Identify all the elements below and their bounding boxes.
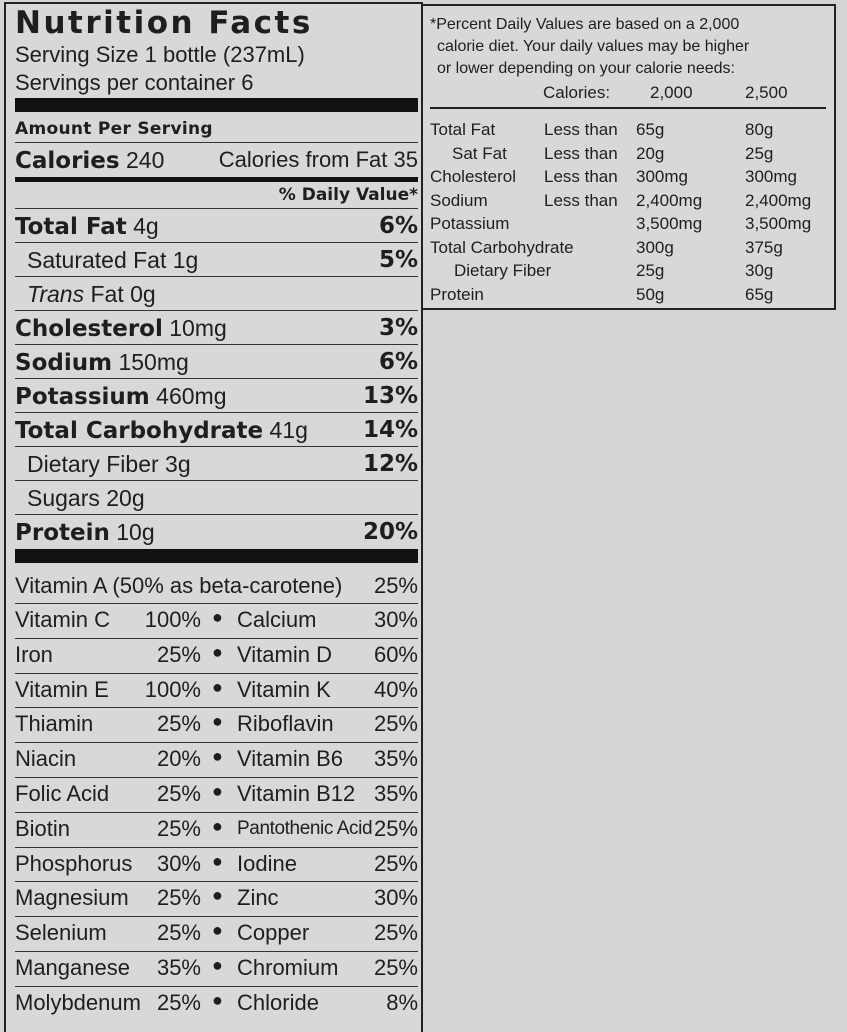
daily-values-table — [430, 120, 830, 308]
vitamin-daily-value: 25% — [373, 815, 418, 841]
footnote-row — [430, 238, 830, 262]
nutrient-row — [15, 379, 418, 413]
vitamin-daily-value: 35% — [373, 746, 418, 772]
nutrient-row — [15, 209, 418, 243]
thick-divider — [15, 98, 418, 112]
vitamin-name: Chromium — [237, 955, 339, 980]
calories-from-fat: Calories from Fat 35 — [218, 147, 418, 172]
bullet: ● — [212, 746, 223, 767]
vitamin-daily-value: 25% — [156, 989, 201, 1015]
vitamin-name: Calcium — [237, 607, 317, 632]
nutrient-daily-value: 20% — [362, 519, 418, 545]
vitamin-daily-value: 25% — [156, 885, 201, 911]
nutrient-name: Potassium — [15, 383, 150, 410]
footnote-value-2500: 80g — [745, 120, 774, 139]
footnote-value-2000: 2,400mg — [636, 190, 703, 210]
nutrient-row — [15, 447, 418, 481]
nutrient-daily-value: 12% — [362, 451, 418, 477]
footnote-value-2500: 375g — [745, 237, 783, 257]
vitamin-row — [15, 952, 418, 986]
vitamin-name: Copper — [237, 920, 310, 946]
nutrient-amount: 460mg — [156, 382, 227, 409]
vitamin-name: Thiamin — [15, 711, 94, 737]
vitamin-name: Folic Acid — [15, 781, 110, 806]
footnote-value-2000: 300mg — [636, 167, 688, 186]
vitamin-daily-value: 8% — [386, 989, 418, 1015]
vitamin-name: Molybdenum — [15, 989, 141, 1015]
vitamin-name: Zinc — [237, 885, 279, 911]
nutrition-facts-title: Nutrition Facts — [15, 5, 313, 41]
nutrient-row — [15, 345, 418, 379]
nutrient-row — [15, 413, 418, 447]
vitamin-name: Pantothenic Acid — [237, 817, 373, 839]
nutrient-name: Sodium — [15, 349, 113, 376]
serving-size: Serving Size 1 bottle (237mL) — [15, 42, 305, 67]
nutrient-daily-value: 6% — [378, 349, 418, 375]
daily-values-footnote — [421, 4, 836, 310]
footnote-nutrient: Total Carbohydrate — [430, 237, 574, 257]
vitamin-daily-value: 35% — [373, 781, 418, 806]
footnote-calories-label: Calories: — [543, 83, 611, 102]
nutrient-daily-value: 13% — [362, 383, 418, 409]
footnote-nutrient: Potassium — [430, 214, 510, 233]
footnote-value-2000: 25g — [636, 261, 665, 280]
vitamin-name: Manganese — [15, 955, 130, 980]
nutrient-amount: 20g — [106, 484, 145, 511]
vitamin-name: Selenium — [15, 920, 107, 946]
footnote-value-2000: 300g — [636, 237, 674, 257]
footnote-value-2500: 25g — [745, 143, 774, 163]
nutrient-amount: Fat 0g — [90, 280, 156, 307]
vitamin-a-dv: 25% — [373, 573, 418, 598]
footnote-nutrient: Sat Fat — [452, 143, 507, 163]
vitamin-daily-value: 25% — [156, 711, 201, 737]
vitamin-name: Magnesium — [15, 885, 129, 911]
nutrient-row — [15, 311, 418, 345]
nutrient-amount: 150mg — [118, 348, 189, 375]
bullet: ● — [212, 711, 223, 732]
bullet: ● — [212, 850, 223, 871]
vitamin-name: Riboflavin — [237, 711, 334, 737]
vitamin-daily-value: 25% — [373, 955, 418, 980]
footnote-line: or lower depending on your calorie needs: — [437, 60, 735, 77]
footnote-qualifier: Less than — [544, 143, 618, 163]
footnote-col-2500: 2,500 — [745, 83, 788, 102]
footnote-value-2000: 3,500mg — [636, 214, 703, 233]
nutrient-name: Total Fat — [15, 213, 127, 240]
vitamin-name: Biotin — [15, 815, 71, 841]
footnote-nutrient: Protein — [430, 284, 484, 304]
daily-value-header-row — [15, 182, 418, 208]
servings-per-container: Servings per container 6 — [15, 70, 254, 95]
vitamin-row — [15, 778, 418, 812]
nutrient-daily-value: 6% — [378, 213, 418, 239]
vitamin-row — [15, 917, 418, 951]
vitamin-daily-value: 25% — [156, 815, 201, 841]
vitamin-row — [15, 604, 418, 638]
footnote-value-2000: 50g — [636, 284, 665, 304]
vitamin-name: Vitamin C — [15, 607, 110, 632]
nutrient-amount: 41g — [269, 416, 308, 443]
vitamin-daily-value: 30% — [373, 885, 418, 911]
nutrient-name: Trans — [27, 280, 85, 307]
footnote-col-2000: 2,000 — [650, 83, 693, 102]
nutrient-name: Dietary Fiber — [27, 450, 159, 477]
vitamin-daily-value: 25% — [156, 781, 201, 806]
nutrient-amount: 10g — [116, 518, 155, 545]
footnote-nutrient: Sodium — [430, 190, 488, 210]
nutrient-row — [15, 515, 418, 549]
vitamin-a-label: Vitamin A (50% as beta-carotene) — [15, 573, 343, 598]
vitamin-daily-value: 30% — [373, 607, 418, 632]
footnote-row — [430, 144, 830, 168]
vitamin-name: Vitamin B12 — [237, 781, 356, 806]
vitamin-row — [15, 848, 418, 882]
footnote-row — [430, 167, 830, 191]
calories-row — [15, 143, 418, 177]
bullet: ● — [212, 676, 223, 697]
bullet: ● — [212, 815, 223, 836]
footnote-value-2500: 65g — [745, 284, 774, 304]
thick-divider — [15, 549, 418, 563]
nutrient-row — [15, 277, 418, 311]
footnote-line: calorie diet. Your daily values may be higher — [437, 38, 750, 55]
vitamin-daily-value: 100% — [144, 607, 201, 632]
nutrient-amount: 1g — [172, 246, 199, 273]
vitamin-row — [15, 987, 418, 1021]
bullet: ● — [212, 607, 223, 627]
vitamin-name: Iron — [15, 641, 53, 667]
vitamin-row — [15, 674, 418, 708]
footnote-nutrient: Total Fat — [430, 120, 496, 139]
footnote-qualifier: Less than — [544, 190, 618, 210]
vitamin-row — [15, 639, 418, 673]
nutrient-daily-value: 3% — [378, 315, 418, 341]
vitamin-name: Vitamin B6 — [237, 746, 343, 772]
vitamin-daily-value: 25% — [373, 850, 418, 876]
footnote-row — [430, 261, 830, 285]
footnote-value-2500: 2,400mg — [745, 190, 812, 210]
vitamin-daily-value: 60% — [373, 641, 418, 667]
vitamin-name: Vitamin D — [237, 641, 332, 667]
nutrition-facts-panel — [4, 2, 423, 1032]
vitamin-row — [15, 743, 418, 777]
footnote-nutrient: Cholesterol — [430, 167, 516, 186]
bullet: ● — [212, 955, 223, 975]
footnote-qualifier: Less than — [544, 167, 618, 186]
vitamin-a-row — [15, 569, 418, 603]
nutrient-daily-value: 14% — [362, 417, 418, 443]
vitamin-name: Iodine — [237, 850, 297, 876]
daily-value-header: % Daily Value* — [278, 185, 418, 205]
footnote-value-2500: 3,500mg — [745, 214, 812, 233]
calories-value: 240 — [126, 146, 165, 173]
vitamin-daily-value: 25% — [156, 920, 201, 946]
footnote-line: *Percent Daily Values are based on a 2,000 — [430, 16, 740, 33]
vitamin-daily-value: 20% — [156, 746, 201, 772]
vitamin-daily-value: 30% — [156, 850, 201, 876]
footnote-value-2500: 30g — [745, 261, 774, 280]
vitamin-name: Vitamin K — [237, 676, 331, 702]
bullet: ● — [212, 781, 223, 801]
footnote-nutrient: Dietary Fiber — [454, 261, 552, 280]
calories-label: Calories — [15, 147, 120, 174]
footnote-row — [430, 285, 830, 309]
bullet: ● — [212, 989, 223, 1010]
vitamin-name: Phosphorus — [15, 850, 133, 876]
amount-per-serving-header: Amount Per Serving — [15, 119, 213, 139]
footnote-row — [430, 120, 830, 144]
bullet: ● — [212, 885, 223, 906]
vitamin-name: Niacin — [15, 746, 77, 772]
vitamin-daily-value: 25% — [373, 711, 418, 737]
vitamin-daily-value: 100% — [144, 676, 201, 702]
nutrient-name: Protein — [15, 519, 110, 546]
nutrient-daily-value: 5% — [378, 247, 418, 273]
nutrient-amount: 10mg — [169, 314, 227, 341]
footnote-value-2000: 65g — [636, 120, 665, 139]
nutrient-name: Cholesterol — [15, 315, 163, 342]
bullet: ● — [212, 920, 223, 941]
nutrient-row — [15, 243, 418, 277]
footnote-qualifier: Less than — [544, 120, 618, 139]
vitamin-row — [15, 708, 418, 742]
vitamin-name: Chloride — [237, 989, 319, 1015]
nutrient-row — [15, 481, 418, 515]
footnote-row — [430, 191, 830, 215]
vitamin-row — [15, 882, 418, 916]
vitamin-daily-value: 40% — [373, 676, 418, 702]
vitamin-row — [15, 813, 418, 847]
nutrient-name: Saturated Fat — [27, 246, 167, 273]
nutrient-amount: 4g — [133, 212, 159, 239]
vitamin-daily-value: 25% — [373, 920, 418, 946]
footnote-value-2000: 20g — [636, 143, 665, 163]
footnote-value-2500: 300mg — [745, 167, 797, 186]
footnote-divider — [430, 107, 826, 109]
footnote-row — [430, 214, 830, 238]
nutrient-name: Sugars — [27, 484, 100, 511]
nutrient-amount: 3g — [165, 450, 191, 477]
vitamin-name: Vitamin E — [15, 676, 109, 702]
vitamin-daily-value: 25% — [156, 641, 201, 667]
vitamin-daily-value: 35% — [156, 955, 201, 980]
nutrient-name: Total Carbohydrate — [15, 417, 264, 444]
bullet: ● — [212, 641, 223, 662]
